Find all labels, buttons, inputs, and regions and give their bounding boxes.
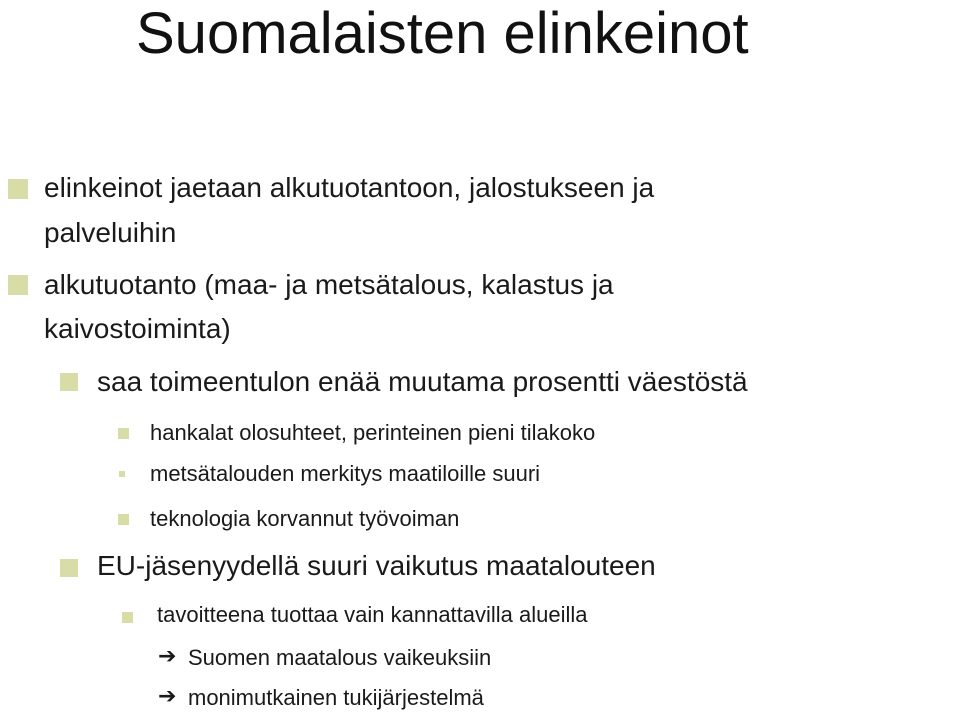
bullet-item [97, 362, 748, 402]
bullet-item [150, 459, 540, 489]
bullet-text: Suomen maatalous vaikeuksiin [188, 645, 492, 670]
bullet-item-continuation [44, 213, 176, 253]
bullet-square-icon [118, 514, 129, 525]
bullet-square-icon [8, 275, 28, 295]
bullet-text: monimutkainen tukijärjestelmä [188, 685, 484, 710]
arrow-right-icon: ➔ [158, 644, 177, 669]
bullet-item [44, 168, 654, 208]
bullet-item [188, 643, 491, 673]
bullet-item [150, 504, 459, 534]
bullet-text-line: palveluihin [44, 217, 177, 248]
bullet-item [97, 546, 656, 586]
bullet-square-icon [60, 373, 78, 391]
slide-title: Suomalaisten elinkeinot [136, 1, 749, 66]
bullet-text: tavoitteena tuottaa vain kannattavilla alueilla [157, 602, 588, 627]
bullet-item [188, 683, 484, 713]
bullet-item [44, 265, 614, 305]
bullet-text: hankalat olosuhteet, perinteinen pieni tilakoko [150, 420, 596, 445]
bullet-text-line: alkutuotanto (maa- ja metsätalous, kalastus ja [44, 269, 614, 300]
bullet-text-line: elinkeinot jaetaan alkutuotantoon, jalostukseen ja [44, 172, 655, 203]
bullet-square-icon [118, 428, 129, 439]
bullet-item-continuation [44, 309, 231, 349]
bullet-text: teknologia korvannut työvoiman [150, 506, 460, 531]
bullet-text: metsätalouden merkitys maatiloille suuri [150, 461, 541, 486]
bullet-item [150, 418, 595, 448]
bullet-square-icon [119, 471, 125, 477]
bullet-text: saa toimeentulon enää muutama prosentti väestöstä [97, 366, 748, 397]
bullet-square-icon [8, 179, 28, 199]
bullet-square-icon [122, 612, 133, 623]
bullet-text: EU-jäsenyydellä suuri vaikutus maatalouteen [97, 550, 656, 581]
bullet-text-line: kaivostoiminta) [44, 313, 231, 344]
bullet-item [157, 600, 588, 630]
arrow-right-icon: ➔ [158, 684, 177, 709]
bullet-square-icon [60, 559, 78, 577]
